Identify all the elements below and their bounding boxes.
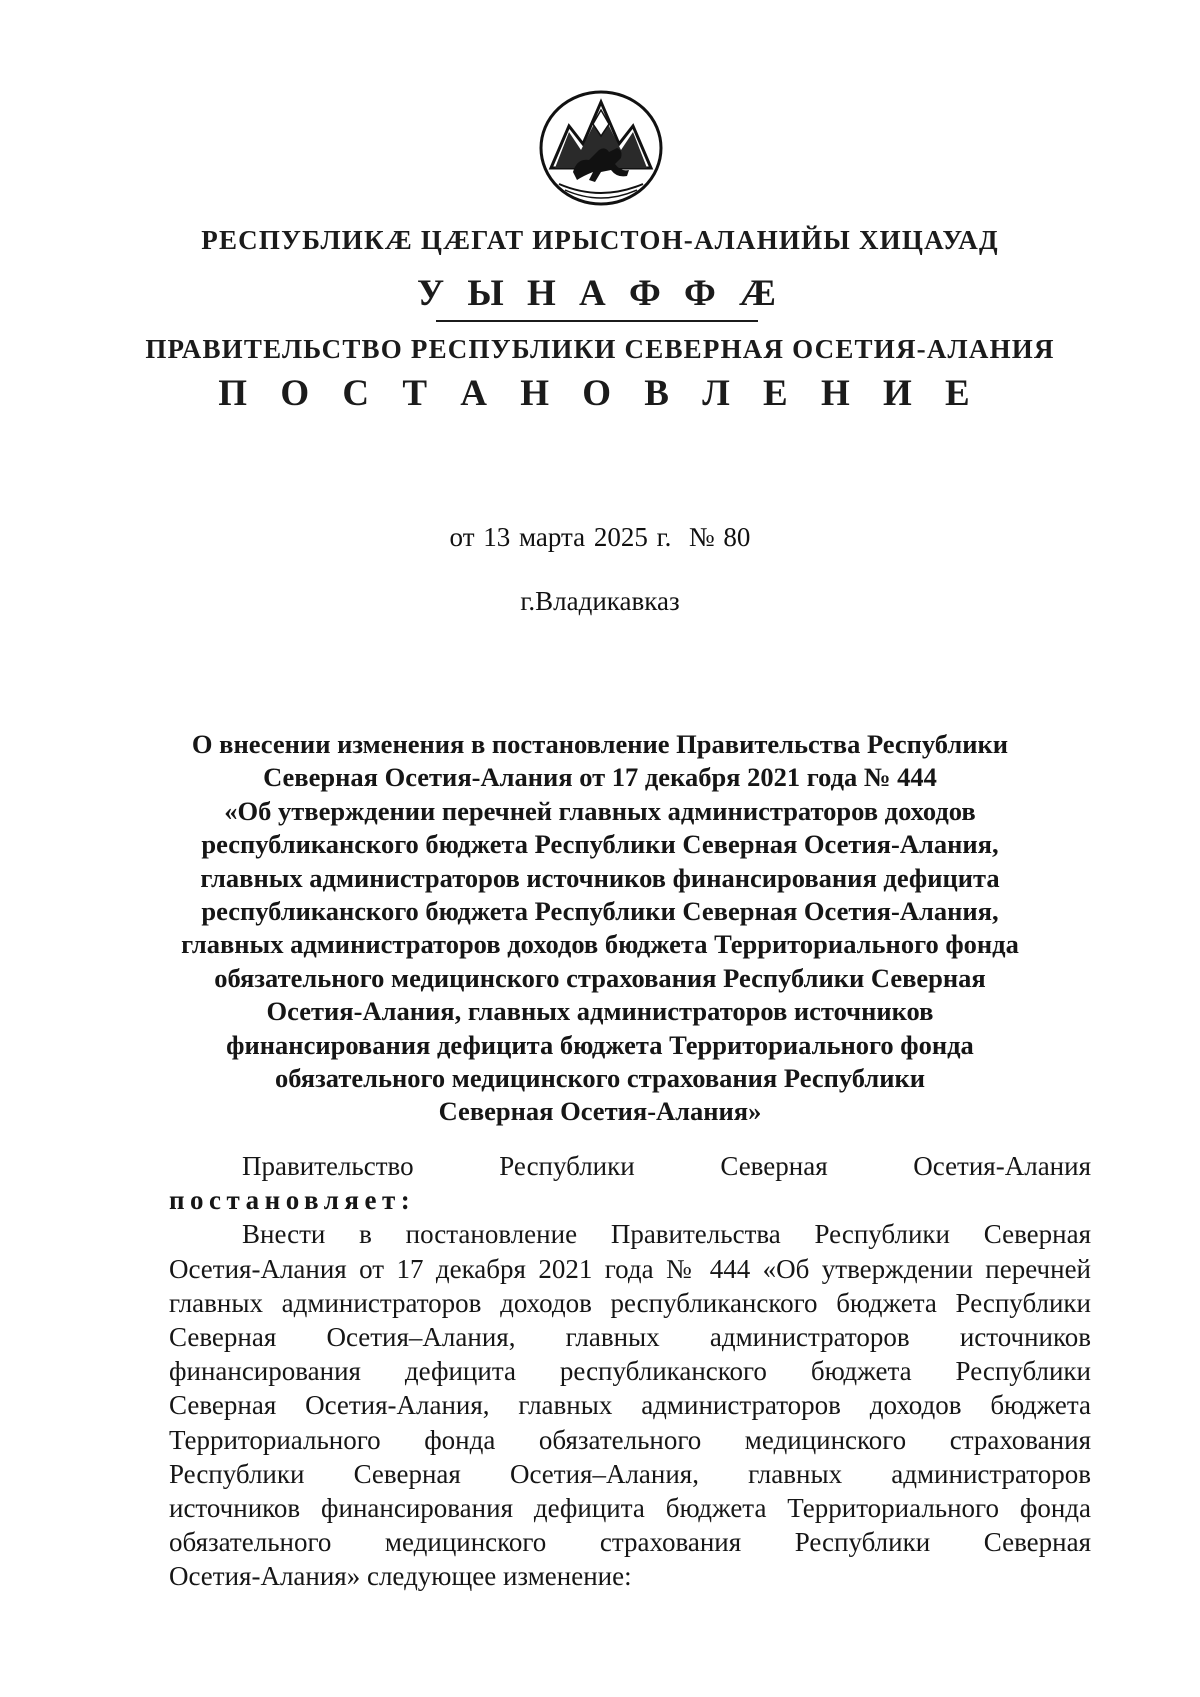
government-heading: ПРАВИТЕЛЬСТВО РЕСПУБЛИКИ СЕВЕРНАЯ ОСЕТИЯ-АЛАНИЯ [145,334,1055,364]
title-line: Осетия-Алания, главных администраторов источников [266,996,934,1027]
body-line: Территориального фонда обязательного медицинского страхования [169,1424,1091,1455]
title-line: главных администраторов источников финансирования дефицита [200,862,1000,893]
title-line: «Об утверждении перечней главных администраторов доходов [224,795,976,826]
body-line: Северная Осетия–Алания, главных администраторов источников [169,1322,1091,1353]
title-line: республиканского бюджета Республики Северная Осетия-Алания, [201,829,999,860]
document-city: г.Владикавказ [520,586,680,616]
title-line: О внесении изменения в постановление Правительства Республики [191,729,1009,759]
body-line: Республики Северная Осетия–Алания, главных администраторов [169,1458,1091,1489]
title-line: Северная Осетия-Алания» [438,1096,762,1127]
title-line: Северная Осетия-Алания от 17 декабря 2021 года № 444 [263,762,937,793]
body-line: Осетия-Алания» следующее изменение: [169,1561,632,1592]
preamble-line: Правительство Республики Северная Осетия-Алания [242,1151,1091,1181]
document-number: № 80 [688,522,751,552]
resolves-word: постановляет: [169,1185,416,1216]
title-line: обязательного медицинского страхования Республики Северная [214,962,986,993]
document-title [150,728,1050,1129]
body-line: Северная Осетия-Алания, главных администраторов доходов бюджета [169,1390,1091,1421]
title-line: республиканского бюджета Республики Северная Осетия-Алания, [201,896,999,927]
body-line: Внести в постановление Правительства Республики Северная [242,1219,1091,1250]
document-type-heading: П О С Т А Н О В Л Е Н И Е [218,373,982,414]
body-line: финансирования дефицита республиканского бюджета Республики [169,1356,1091,1387]
body-line: обязательного медицинского страхования Республики Северная [169,1527,1091,1558]
body-line: источников финансирования дефицита бюджета Территориального фонда [169,1493,1091,1524]
document-date: от 13 марта 2025 г. [449,522,672,552]
title-line: главных администраторов доходов бюджета Территориального фонда [181,929,1019,960]
body-line: главных администраторов доходов республиканского бюджета Республики [169,1287,1091,1318]
title-line: финансирования дефицита бюджета Территориального фонда [226,1029,974,1060]
title-line: обязательного медицинского страхования Республики [274,1063,926,1094]
document-body [169,1149,1091,1594]
body-line: Осетия-Алания от 17 декабря 2021 года № 444 «Об утверждении перечней [169,1253,1091,1284]
heading-underline [436,320,758,322]
coat-of-arms-emblem [531,88,671,208]
ossetian-document-type: У Ы Н А Ф Ф Æ [416,273,784,314]
date-number-line [0,522,1200,553]
ossetian-government-heading: РЕСПУБЛИКÆ ЦÆГАТ ИРЫСТОН-АЛАНИЙЫ ХИЦАУАД [201,225,999,255]
